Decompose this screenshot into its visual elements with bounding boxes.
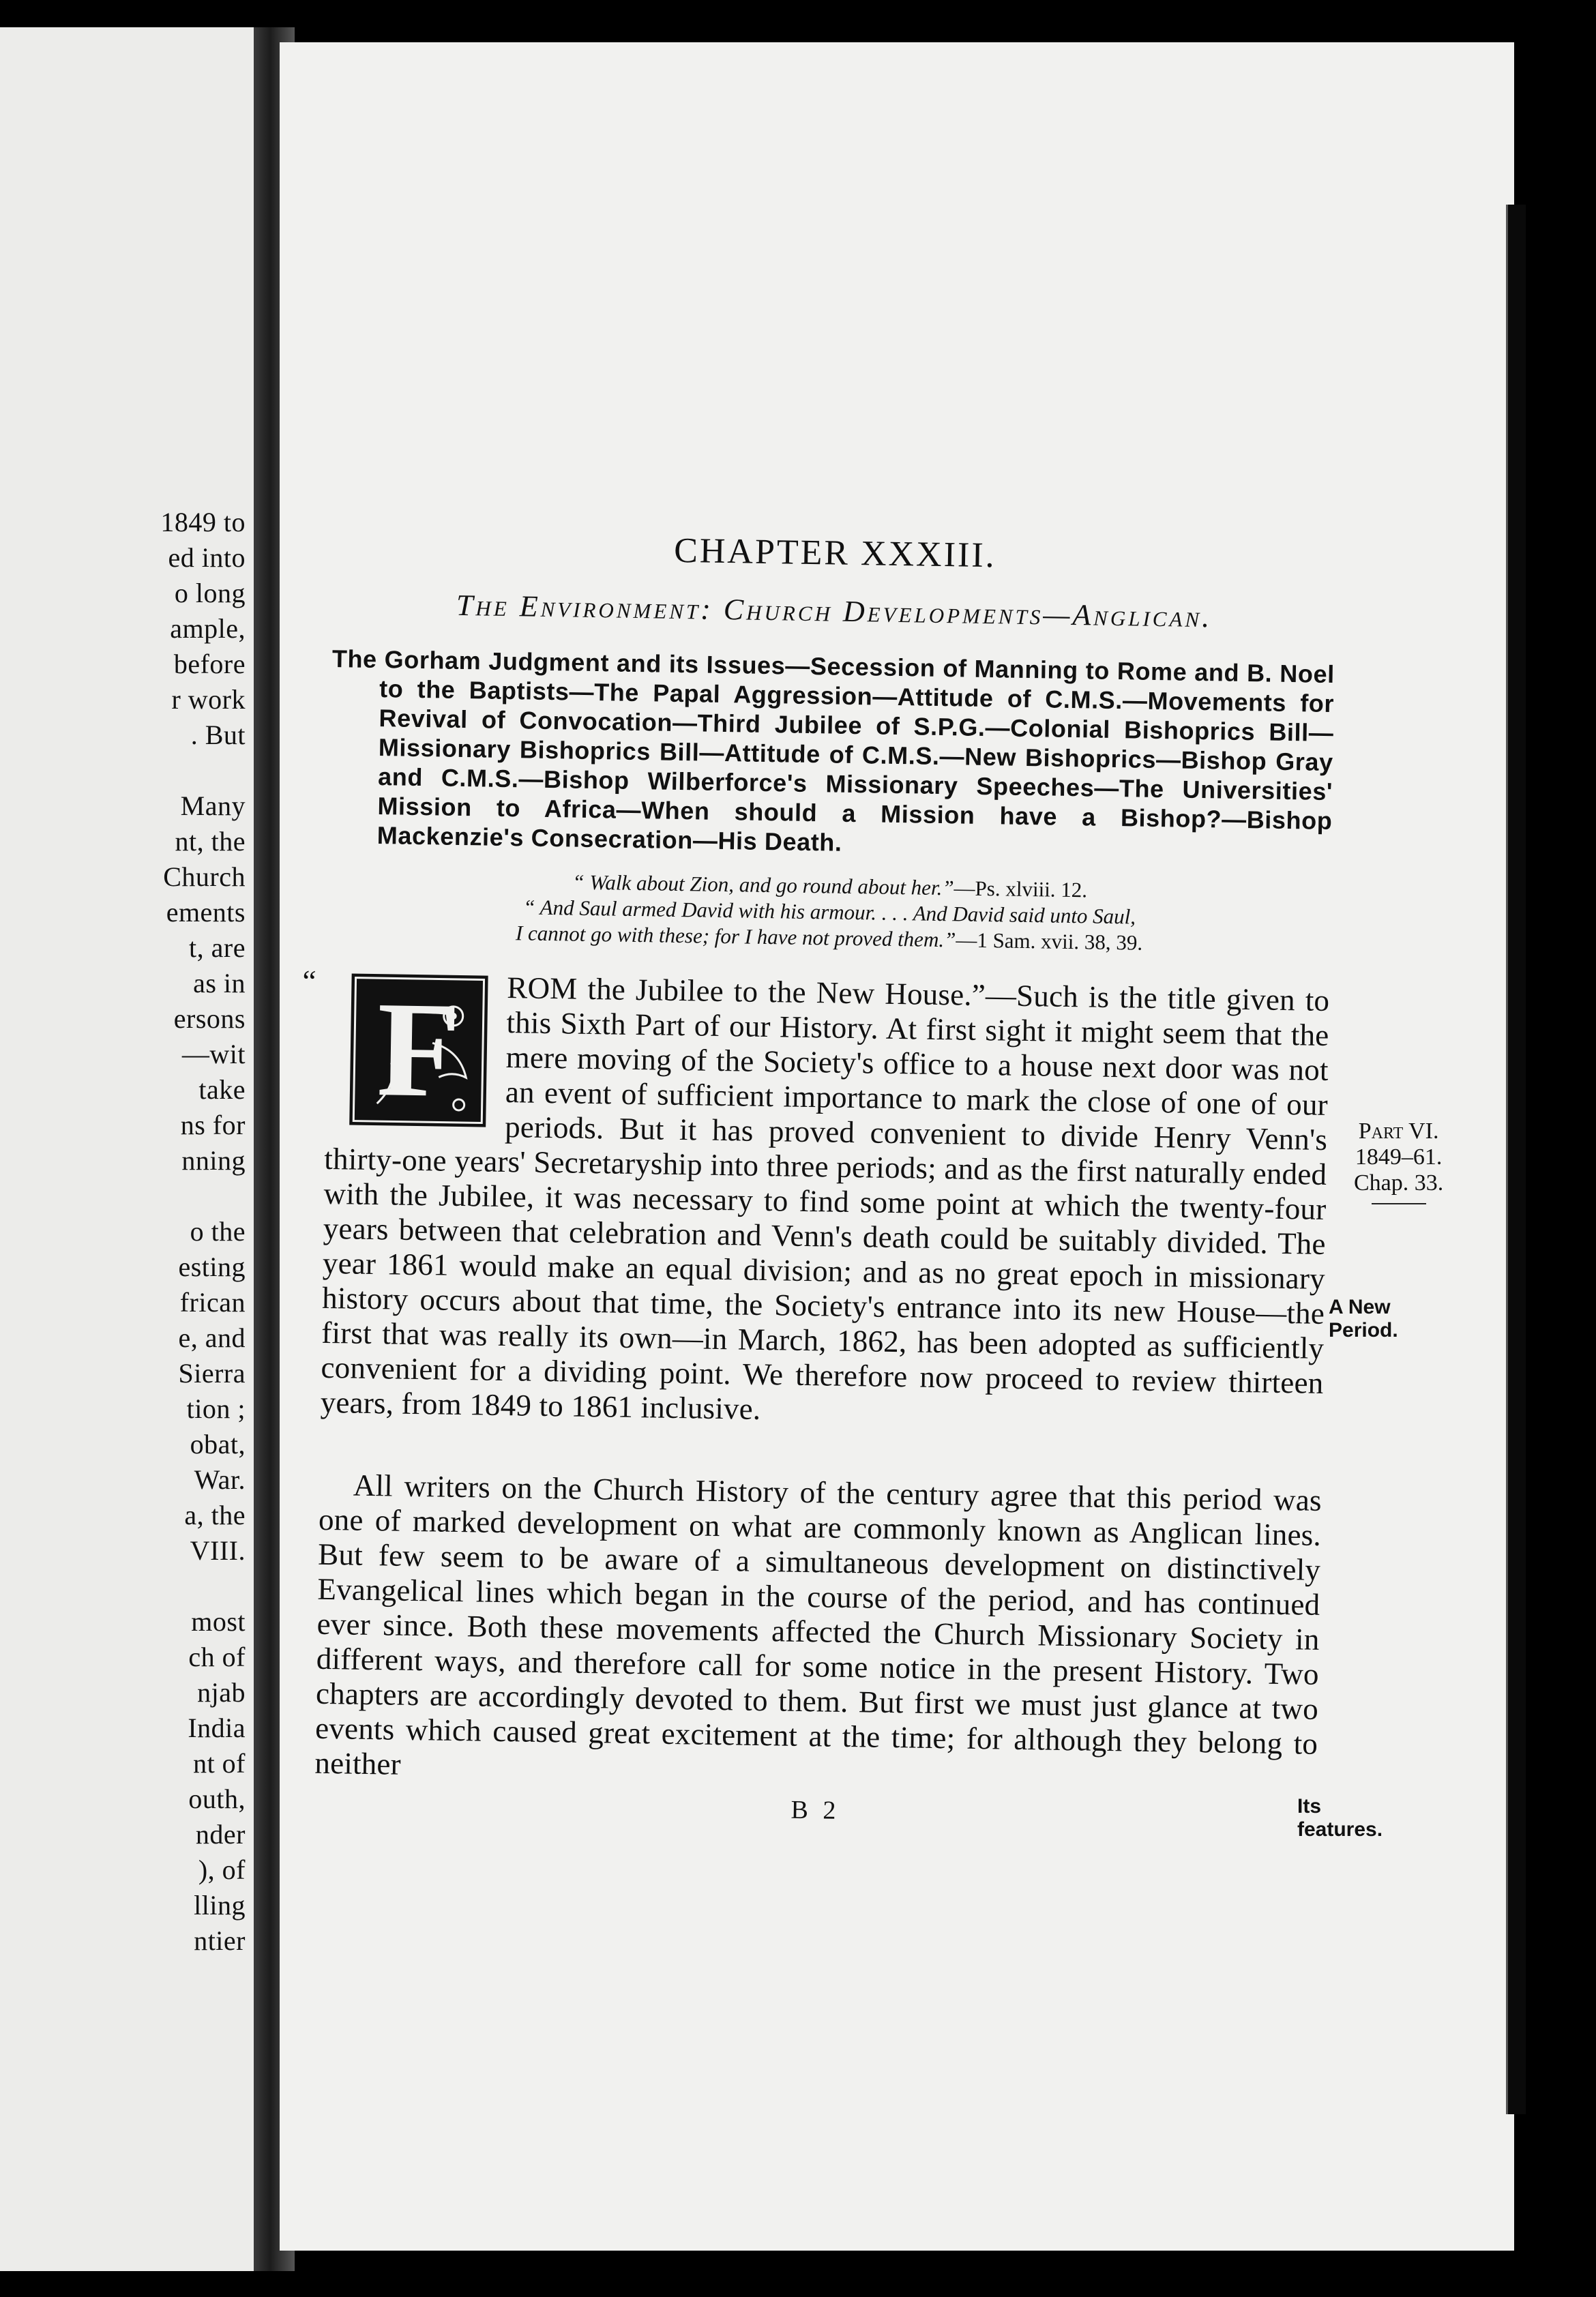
left-page-line: take [198, 1074, 246, 1105]
margin-chapter-label: Chap. 33. [1354, 1170, 1444, 1196]
left-page-line: ed into [168, 542, 246, 573]
epigraph-reference-2: —1 Sam. xvii. 38, 39. [956, 928, 1143, 955]
left-page-line: 1849 to [160, 507, 246, 537]
chapter-heading: CHAPTER XXXIII. [673, 531, 997, 576]
left-page-line: ch of [188, 1642, 246, 1672]
left-page-line: most [191, 1606, 246, 1637]
left-page-line: obat, [190, 1429, 246, 1459]
margin-note-new-period [1329, 1296, 1398, 1342]
epigraph-line-2: “ And Saul armed David with his armour. . . . And David said unto Saul, [523, 895, 1136, 929]
margin-new-period-line-1: A New [1329, 1296, 1391, 1318]
left-page-line: as in [193, 968, 246, 998]
epigraph [327, 865, 1331, 959]
left-page-line: before [173, 649, 246, 679]
margin-features-line-2: features. [1297, 1818, 1383, 1841]
page-edge-shadow [1506, 205, 1526, 2114]
left-page-line: ns for [180, 1110, 246, 1140]
left-page-line: tion ; [186, 1393, 246, 1424]
margin-part-label: Part VI. [1358, 1118, 1439, 1144]
epigraph-reference-1: —Ps. xlviii. 12. [954, 876, 1088, 902]
left-page-line: njab [197, 1677, 246, 1708]
margin-note-features [1297, 1795, 1383, 1841]
left-page-line: War. [194, 1464, 246, 1495]
paragraph-1-text: ROM the Jubilee to the New House.”—Such is the title given to this Sixth Part of our History. At first sight it might seem that the mere moving of the Society's office to a house next door was not an event of sufficient importance to mark the close of one of our periods. But it has proved convenient to divide Henry Venn's thirty-one years' Secretaryship into three periods; and as the first naturally ended with the Jubilee, it was necessary to find some point at which the twenty-four years between that celebration and Venn's death could be suitably divided. The year 1861 would make an equal division; and as no great epoch in missionary history occurs about that time, the Society's entrance into its new House—the first that was really its own—in March, 1862, has been adopted as sufficiently convenient for a dividing point. We therefore now proceed to review thirteen years, from 1849 to 1861 inclusive. [320, 970, 1330, 1426]
chapter-subtitle: The Environment: Church Developments—Anglican. [456, 588, 1213, 634]
page-content [302, 525, 1337, 1833]
left-page-line: r work [171, 684, 246, 715]
left-page-line: esting [178, 1251, 246, 1282]
left-page-line: VIII. [190, 1535, 246, 1566]
left-page-line: ersons [173, 1003, 246, 1034]
signature-mark: B 2 [790, 1795, 840, 1825]
drop-cap-letter: F [376, 974, 462, 1126]
opening-quote-mark: “ [302, 964, 317, 998]
epigraph-quote-2: I cannot go with these; for I have not proved them.” [515, 921, 956, 952]
margin-note-part [1354, 1118, 1443, 1204]
left-page-line: ntier [194, 1925, 246, 1956]
margin-rule [1372, 1203, 1426, 1204]
left-page-line: —wit [181, 1039, 246, 1069]
ornamental-drop-cap [349, 973, 488, 1127]
left-page-line: . But [190, 720, 246, 750]
left-page-line: e, and [178, 1322, 246, 1353]
epigraph-quote-1: “ Walk about Zion, and go round about her.” [572, 870, 954, 900]
left-page-line: lling [194, 1890, 246, 1921]
left-page-line: nt, the [175, 826, 246, 857]
left-page-line: ements [166, 897, 246, 928]
left-page-line: frican [179, 1287, 246, 1318]
left-page-line: t, are [189, 932, 246, 963]
paragraph-2: All writers on the Church History of the century agree that this period was one of marked development on what are commonly known as Anglican lines. But few seem to be aware of a simultaneous development on distinctively Evangelical lines which began in the course of the period, and has continued ever since. Both these movements affected the Church Missionary Society in different ways, and therefore call for some notice in the present History. Two chapters are accordingly devoted to them. But first we must just glance at two events which caused great excitement at the time; for although they belong to neither [314, 1468, 1322, 1781]
left-page-line: Sierra [178, 1358, 246, 1389]
left-page-line: Church [163, 861, 246, 892]
margin-features-line-1: Its [1297, 1795, 1322, 1818]
left-page-line: Many [180, 790, 246, 821]
left-page-line: o the [190, 1216, 246, 1247]
chapter-summary: The Gorham Judgment and its Issues—Secession of Manning to Rome and B. Noel to the Baptists—The Papal Aggression—Attitude of C.M.S.—Movements for Revival of Convocation—Third Jubilee of S.P.G.—Colonial Bishoprics Bill—Missionary Bishoprics Bill—Attitude of C.M.S.—New Bishoprics—Bishop Gray and C.M.S.—Bishop Wilberforce's Missionary Speeches—The Universities' Mission to Africa—When should a Mission have a Bishop?—Bishop Mackenzie's Consecration—His Death. [331, 644, 1335, 857]
left-page-line: outh, [188, 1783, 246, 1814]
margin-years-label: 1849–61. [1355, 1144, 1443, 1170]
left-facing-page [0, 27, 254, 2271]
left-page-line: India [188, 1713, 246, 1743]
left-page-line: nning [181, 1145, 246, 1176]
paragraph-1 [302, 964, 1330, 1436]
left-page-line: o long [174, 578, 246, 608]
left-page-line: a, the [184, 1500, 246, 1530]
margin-new-period-line-2: Period. [1329, 1319, 1398, 1342]
left-page-line: ), of [198, 1854, 246, 1885]
left-page-line: nder [195, 1819, 246, 1850]
left-page-line: ample, [170, 613, 246, 644]
left-page-line: nt of [193, 1748, 246, 1779]
